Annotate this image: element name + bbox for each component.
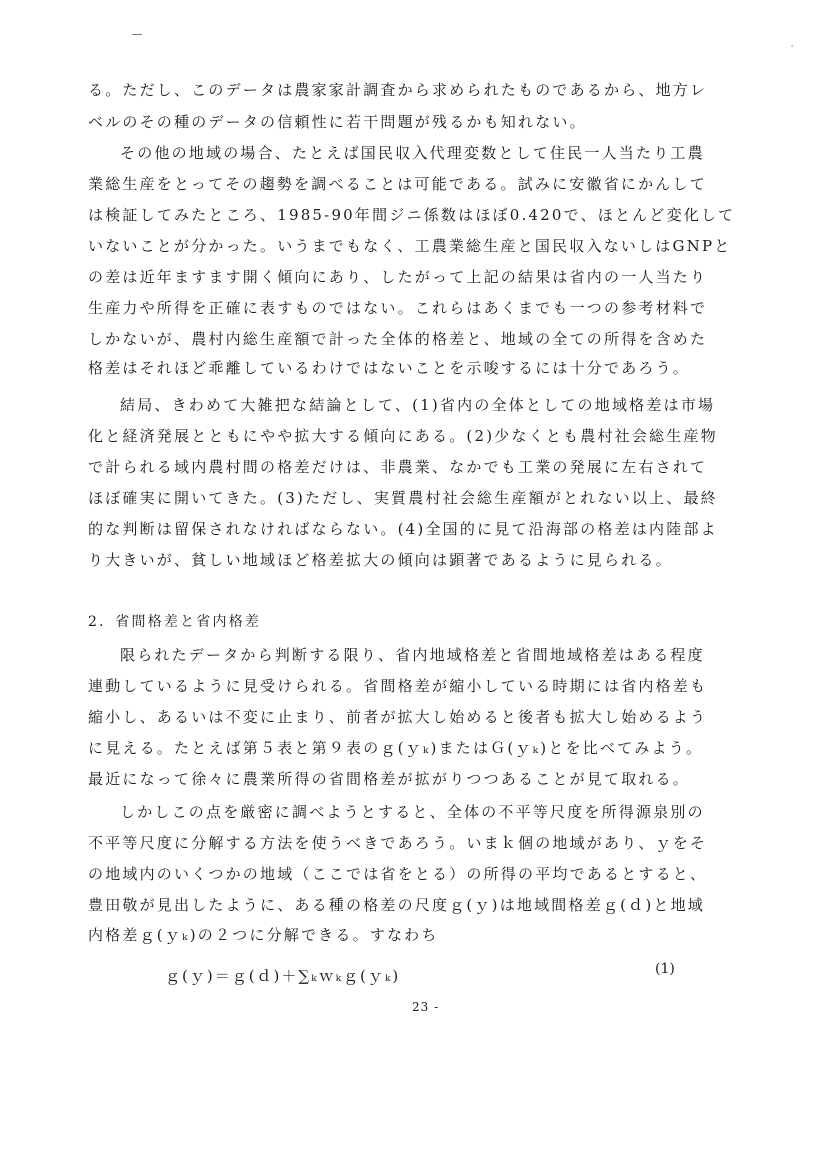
text-line: 内格差ｇ(ｙₖ)の２つに分解できる。すなわち: [88, 926, 439, 944]
text-line: で計られる域内農村間の格差だけは、非農業、なかでも工業の発展に左右されて: [88, 458, 708, 476]
text-line: しかしこの点を厳密に調べようとすると、全体の不平等尺度を所得源泉別の: [120, 803, 705, 821]
text-line: しかないが、農村内総生産額で計った全体的格差と、地域の全ての所得を含めた: [88, 330, 708, 348]
text-line: 連動しているように見受けられる。省間格差が縮小している時期には省内格差も: [88, 677, 708, 695]
text-line: 的な判断は留保されなければならない。(4)全国的に見て沿海部の格差は内陸部よ: [88, 520, 718, 538]
equation-number: (1): [655, 961, 675, 977]
text-line: は検証してみたところ、1985-90年間ジニ係数はほぼ0.420で、ほとんど変化して: [88, 206, 736, 224]
text-line: り大きいが、貧しい地域ほど格差拡大の傾向は顕著であるように見られる。: [88, 551, 673, 569]
text-line: る。ただし、このデータは農家家計調査から求められたものであるから、地方レ: [88, 81, 708, 99]
text-line: 格差はそれほど乖離しているわけではないことを示唆するには十分であろう。: [88, 359, 691, 377]
text-line: 業総生産をとってその趨勢を調べることは可能である。試みに安徽省にかんして: [88, 175, 707, 193]
text-line: いないことが分かった。いうまでもなく、工農業総生産と国民収入ないしはGNPと: [88, 237, 732, 255]
equation-1: ｇ(ｙ)＝ｇ(ｄ)＋∑ₖｗₖｇ(ｙₖ): [165, 967, 401, 985]
text-line: その他の地域の場合、たとえば国民収入代理変数として住民一人当たり工農: [120, 144, 705, 162]
margin-mark: [132, 34, 142, 35]
text-line: 結局、きわめて大雑把な結論として、(1)省内の全体としての地域格差は市場: [120, 396, 716, 414]
text-line: に見える。たとえば第５表と第９表のｇ(ｙₖ)またはＧ(ｙₖ)とを比べてみよう。: [88, 739, 704, 757]
text-line: 限られたデータから判断する限り、省内地域格差と省間地域格差はある程度: [120, 646, 705, 664]
text-line: 最近になって徐々に農業所得の省間格差が拡がりつつあることが見て取れる。: [88, 770, 691, 788]
text-line: ベルのその種のデータの信頼性に若干問題が残るかも知れない。: [88, 113, 587, 131]
text-line: ほぼ確実に開いてきた。(3)ただし、実質農村社会総生産額がとれない以上、最終: [88, 489, 718, 507]
text-line: 不平等尺度に分解する方法を使うべきであろう。いまｋ個の地域があり、ｙをそ: [88, 834, 708, 852]
page-number: 23 -: [412, 1000, 440, 1014]
corner-mark: ﾟ: [791, 45, 795, 54]
text-line: の差は近年ますます開く傾向にあり、したがって上記の結果は省内の一人当たり: [88, 268, 708, 286]
text-line: の地域内のいくつかの地域（ここでは省をとる）の所得の平均であるとすると、: [88, 865, 708, 883]
text-line: 豊田敬が見出したように、ある種の格差の尺度ｇ(ｙ)は地域間格差ｇ(ｄ)と地域: [88, 896, 706, 914]
text-line: 生産力や所得を正確に表すものではない。これらはあくまでも一つの参考材料で: [88, 299, 708, 317]
section-heading: 2．省間格差と省内格差: [88, 614, 262, 630]
text-line: 縮小し、あるいは不変に止まり、前者が拡大し始めると後者も拡大し始めるよう: [88, 708, 708, 726]
text-line: 化と経済発展とともにやや拡大する傾向にある。(2)少なくとも農村社会総生産物: [88, 427, 718, 445]
